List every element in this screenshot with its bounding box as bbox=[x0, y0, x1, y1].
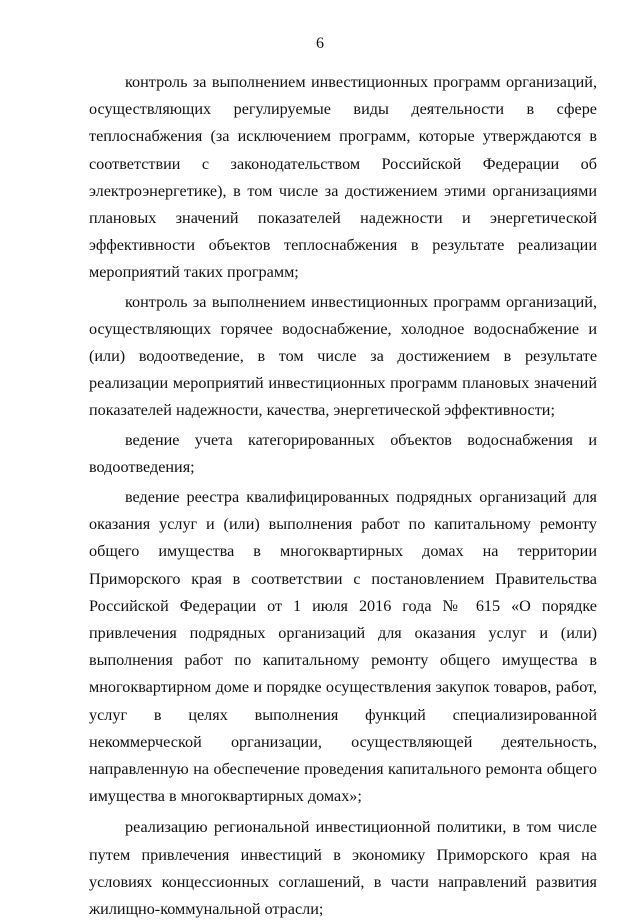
paragraph-water-supply-investment-control: контроль за выполнением инвестиционных программ организаций, осуществляющих горячее водоснабжение, холодное водоснабжение и (или) водоотведение, в том числе за достижением в результате реализации мероприятий инвестиционных программ плановых значений показателей надежности, качества, энергетической эффективности; bbox=[89, 292, 597, 420]
paragraph-investment-policy: реализацию региональной инвестиционной политики, в том числе путем привлечения инвестиций в экономику Приморского края на условиях концессионных соглашений, в части направлений развития жилищно-коммунальной отрасли; bbox=[89, 818, 597, 919]
paragraph-heat-supply-investment-control: контроль за выполнением инвестиционных программ организаций, осуществляющих регулируемые виды деятельности в сфере теплоснабжения (за исключением программ, которые утверждаются в соответствии с законодательством Российской Федерации об электроэнергетике), в том числе за достижением этими организациями плановых значений показателей надежности и энергетической эффективности объектов теплоснабжения в результате реализации мероприятий таких программ; bbox=[89, 73, 597, 282]
paragraph-contractor-registry: ведение реестра квалифицированных подрядных организаций для оказания услуг и (или) выполнения работ по капитальному ремонту общего имущества в многоквартирных домах на территории Приморского края в соответствии с постановлением Правительства Российской Федерации от 1 июля 2016 года № 615 «О порядке привлечения подрядных организаций для оказания услуг и (или) выполнения работ по капитальному ремонту общего имущества в многоквартирном доме и порядке осуществления закупок товаров, работ, услуг в целях выполнения функций специализированной некоммерческой организации, осуществляющей деятельность, направленную на обеспечение проведения капитального ремонта общего имущества в многоквартирных домах»; bbox=[89, 488, 597, 806]
paragraph-categorized-objects-registry: ведение учета категорированных объектов водоснабжения и водоотведения; bbox=[89, 430, 597, 476]
page-number: 6 bbox=[316, 35, 324, 52]
document-body bbox=[89, 69, 597, 923]
